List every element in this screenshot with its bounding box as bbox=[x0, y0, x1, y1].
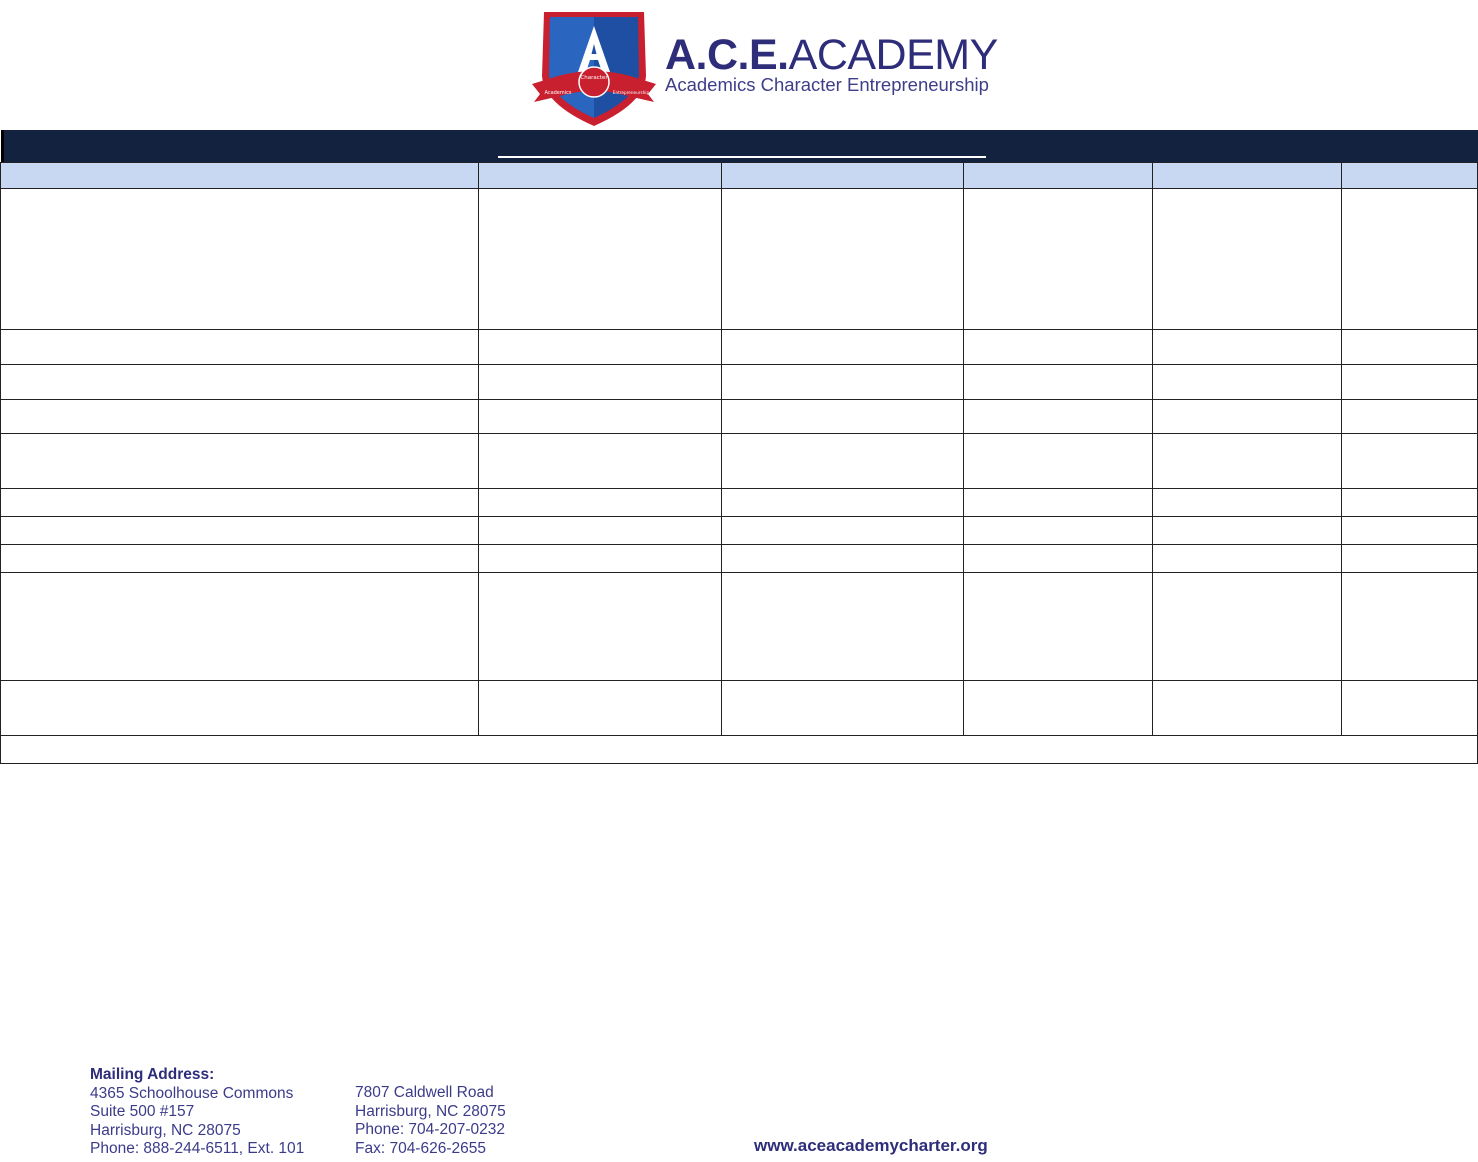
column-header bbox=[478, 163, 721, 189]
table-cell[interactable] bbox=[1153, 365, 1342, 400]
column-header bbox=[1, 163, 479, 189]
table-cell[interactable] bbox=[478, 365, 721, 400]
table-footer-row bbox=[1, 736, 1478, 764]
table-footer-cell[interactable] bbox=[1, 736, 1478, 764]
table-cell[interactable] bbox=[721, 365, 964, 400]
mailing-address-line: 4365 Schoolhouse Commons bbox=[90, 1084, 294, 1102]
table-cell[interactable] bbox=[964, 365, 1153, 400]
table-cell[interactable] bbox=[478, 517, 721, 545]
table-cell[interactable] bbox=[478, 681, 721, 736]
table-row bbox=[1, 573, 1478, 681]
website-link[interactable]: www.aceacademycharter.org bbox=[754, 1136, 988, 1155]
table-cell[interactable] bbox=[964, 489, 1153, 517]
table-cell[interactable] bbox=[721, 400, 964, 434]
ribbon-right-text: Entrepreneurship bbox=[612, 90, 650, 95]
table-cell[interactable] bbox=[1342, 545, 1478, 573]
table-cell[interactable] bbox=[1342, 365, 1478, 400]
campus-address bbox=[355, 1084, 506, 1158]
table-cell[interactable] bbox=[1153, 189, 1342, 330]
table-cell[interactable] bbox=[964, 400, 1153, 434]
mailing-address-heading: Mailing Address: bbox=[90, 1066, 215, 1083]
table-cell[interactable] bbox=[1, 489, 479, 517]
table-row bbox=[1, 330, 1478, 365]
table-cell[interactable] bbox=[478, 189, 721, 330]
table-cell[interactable] bbox=[964, 517, 1153, 545]
logo-wordmark bbox=[665, 32, 998, 78]
ace-academy-shield-logo-icon bbox=[528, 6, 660, 128]
table-row bbox=[1, 489, 1478, 517]
table-cell[interactable] bbox=[964, 545, 1153, 573]
table-cell[interactable] bbox=[1153, 681, 1342, 736]
table-cell[interactable] bbox=[1153, 489, 1342, 517]
table-row bbox=[1, 681, 1478, 736]
table-row bbox=[1, 517, 1478, 545]
logo-name-rest: ACADEMY bbox=[788, 31, 998, 79]
table-cell[interactable] bbox=[1153, 517, 1342, 545]
table-cell[interactable] bbox=[1153, 545, 1342, 573]
column-header bbox=[964, 163, 1153, 189]
table-cell[interactable] bbox=[721, 330, 964, 365]
table-cell[interactable] bbox=[478, 545, 721, 573]
table-cell[interactable] bbox=[1342, 330, 1478, 365]
table-cell[interactable] bbox=[1, 434, 479, 489]
table-cell[interactable] bbox=[1342, 489, 1478, 517]
table-title-bar bbox=[1, 130, 1478, 162]
table-cell[interactable] bbox=[1, 330, 479, 365]
table-row bbox=[1, 545, 1478, 573]
table-cell[interactable] bbox=[478, 330, 721, 365]
table-cell[interactable] bbox=[964, 189, 1153, 330]
table-cell[interactable] bbox=[1, 189, 479, 330]
table-cell[interactable] bbox=[1, 573, 479, 681]
table-row bbox=[1, 400, 1478, 434]
table-cell[interactable] bbox=[478, 400, 721, 434]
campus-phone: Phone: 704-207-0232 bbox=[355, 1121, 505, 1138]
table-cell[interactable] bbox=[1153, 330, 1342, 365]
table-cell[interactable] bbox=[964, 330, 1153, 365]
mailing-address-line: Harrisburg, NC 28075 bbox=[90, 1121, 241, 1139]
table-cell[interactable] bbox=[721, 517, 964, 545]
logo-tagline: Academics Character Entrepreneurship bbox=[665, 74, 989, 95]
table-cell[interactable] bbox=[478, 489, 721, 517]
table-cell[interactable] bbox=[478, 573, 721, 681]
table-row bbox=[1, 365, 1478, 400]
table-header-row bbox=[1, 163, 1478, 189]
page-footer bbox=[0, 1060, 1478, 1162]
table-cell[interactable] bbox=[478, 434, 721, 489]
table-cell[interactable] bbox=[964, 434, 1153, 489]
table-grid bbox=[0, 162, 1478, 764]
table-cell[interactable] bbox=[1153, 573, 1342, 681]
table-cell[interactable] bbox=[1342, 681, 1478, 736]
table-cell[interactable] bbox=[1, 681, 479, 736]
table-title-underline bbox=[498, 156, 986, 158]
mailing-address bbox=[90, 1066, 304, 1159]
table-cell[interactable] bbox=[964, 681, 1153, 736]
table-cell[interactable] bbox=[1342, 434, 1478, 489]
table-row bbox=[1, 189, 1478, 330]
column-header bbox=[1342, 163, 1478, 189]
table-cell[interactable] bbox=[1342, 189, 1478, 330]
ribbon-center-text: Character bbox=[580, 75, 608, 81]
table-cell[interactable] bbox=[721, 545, 964, 573]
campus-address-line: 7807 Caldwell Road bbox=[355, 1084, 494, 1101]
table-cell[interactable] bbox=[1153, 400, 1342, 434]
table-cell[interactable] bbox=[721, 681, 964, 736]
ribbon-left-text: Academics bbox=[544, 90, 572, 96]
campus-address-line: Harrisburg, NC 28075 bbox=[355, 1102, 506, 1120]
table-cell[interactable] bbox=[721, 434, 964, 489]
table-cell[interactable] bbox=[1342, 517, 1478, 545]
campus-fax: Fax: 704-626-2655 bbox=[355, 1139, 486, 1157]
table-cell[interactable] bbox=[1342, 400, 1478, 434]
table-cell[interactable] bbox=[721, 573, 964, 681]
mailing-address-line: Suite 500 #157 bbox=[90, 1103, 195, 1120]
logo-name-bold: A.C.E. bbox=[665, 31, 789, 79]
table-cell[interactable] bbox=[721, 189, 964, 330]
ace-academy-logo bbox=[528, 6, 1048, 130]
table-row bbox=[1, 434, 1478, 489]
table-cell[interactable] bbox=[1153, 434, 1342, 489]
column-header bbox=[1153, 163, 1342, 189]
column-header bbox=[721, 163, 964, 189]
table-cell[interactable] bbox=[1, 400, 479, 434]
table-cell[interactable] bbox=[721, 489, 964, 517]
table-cell[interactable] bbox=[1342, 573, 1478, 681]
table-cell[interactable] bbox=[1, 545, 479, 573]
table-cell[interactable] bbox=[964, 573, 1153, 681]
mailing-phone: Phone: 888-244-6511, Ext. 101 bbox=[90, 1140, 305, 1157]
table-cell[interactable] bbox=[1, 365, 479, 400]
table-cell[interactable] bbox=[1, 517, 479, 545]
